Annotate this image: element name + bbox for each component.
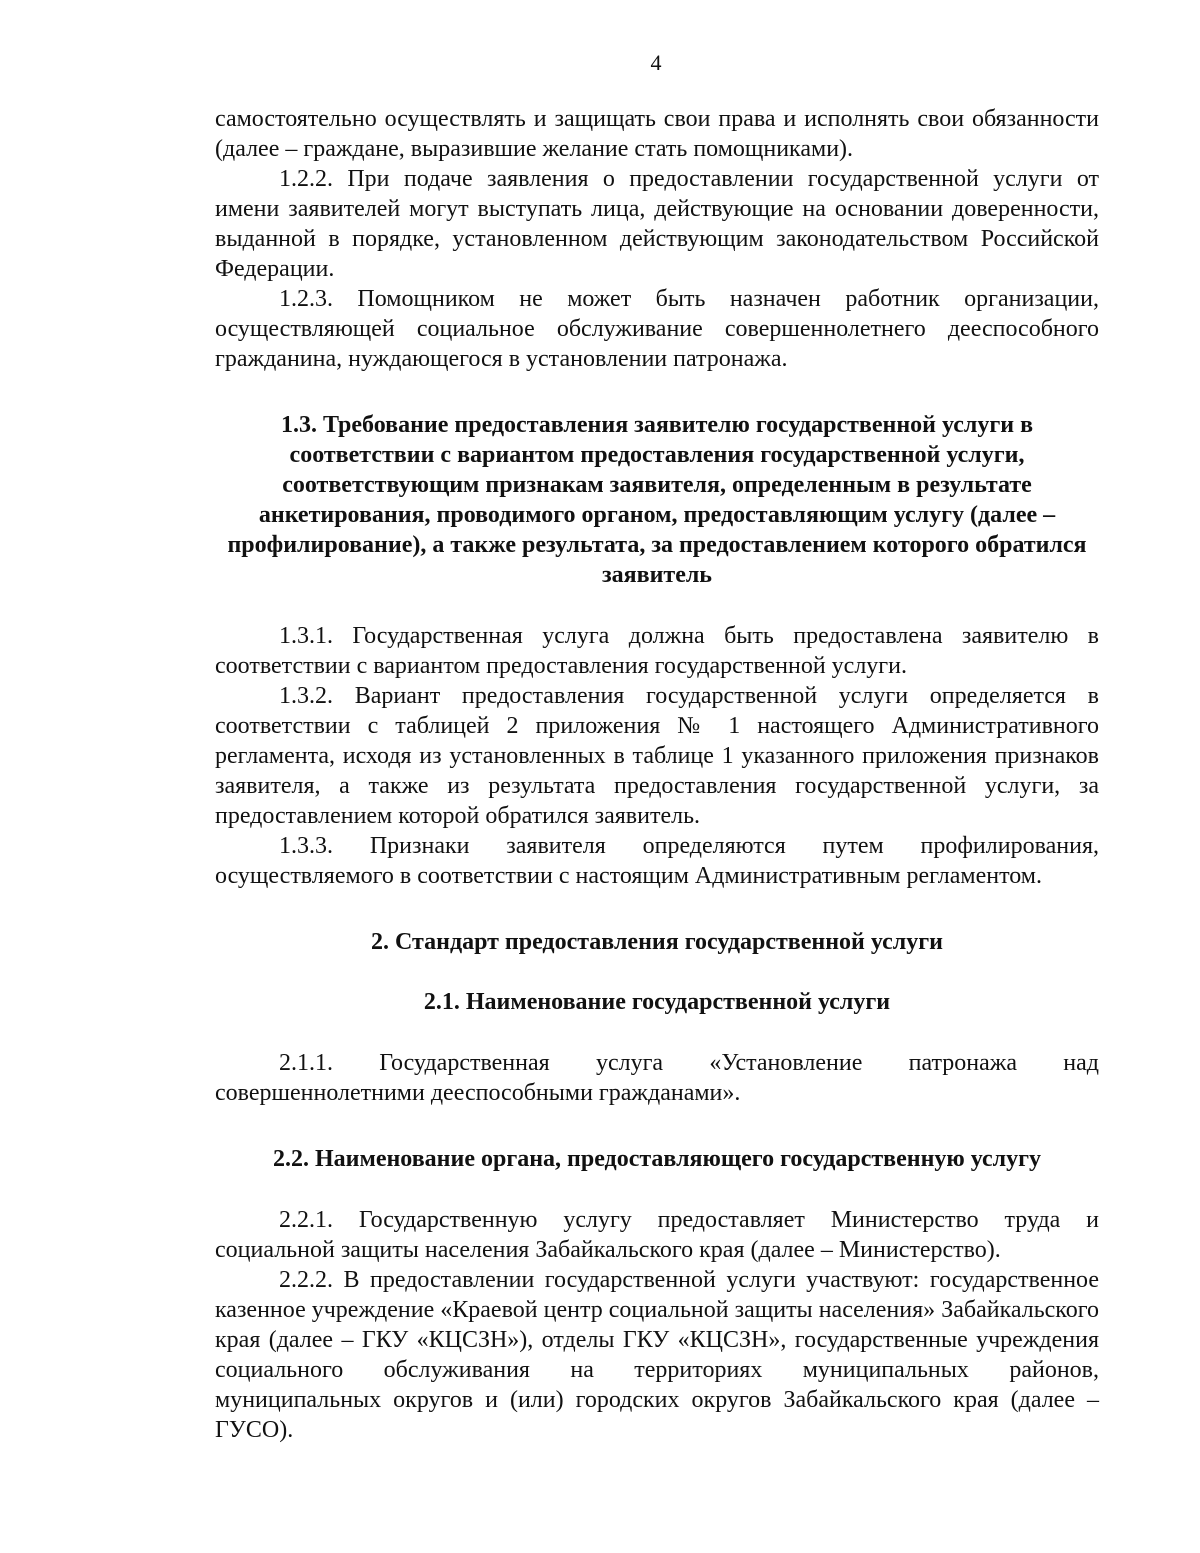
spacer	[215, 1108, 1099, 1144]
paragraph-1-3-1: 1.3.1. Государственная услуга должна быть предоставлена заявителю в соответствии с вариантом предоставления государственной услуги.	[215, 623, 1099, 679]
page-number: 4	[650, 50, 662, 75]
spacer	[215, 957, 1099, 987]
paragraph-1-2-2: 1.2.2. При подаче заявления о предоставлении государственной услуги от имени заявителей могут выступать лица, действующие на основании доверенности, выданной в порядке, установленном действующим законодательством Российской Федерации.	[215, 166, 1099, 282]
paragraph-1-3-2: 1.3.2. Вариант предоставления государственной услуги определяется в соответствии с таблицей 2 приложения № 1 настоящего Административного регламента, исходя из установленных в таблице 1 указанного приложения признаков заявителя, а также из результата предоставления государственной услуги, за предоставлением которой обратился заявитель.	[215, 683, 1099, 829]
section-2-heading: 2. Стандарт предоставления государственной услуги	[371, 929, 943, 955]
paragraph-1-2-1-continuation: самостоятельно осуществлять и защищать свои права и исполнять свои обязанности (далее – граждане, выразившие желание стать помощниками).	[215, 106, 1099, 162]
spacer	[215, 891, 1099, 927]
paragraph-1-3-3: 1.3.3. Признаки заявителя определяются путем профилирования, осуществляемого в соответствии с настоящим Административным регламентом.	[215, 833, 1099, 889]
spacer	[215, 1174, 1099, 1205]
spacer	[215, 374, 1099, 410]
document-body	[215, 104, 1099, 1445]
section-2-2-heading: 2.2. Наименование органа, предоставляющего государственную услугу	[272, 1146, 1042, 1172]
spacer	[215, 1017, 1099, 1048]
section-2-1-heading: 2.1. Наименование государственной услуги	[423, 989, 891, 1015]
paragraph-2-2-2: 2.2.2. В предоставлении государственной услуги участвуют: государственное казенное учреждение «Краевой центр социальной защиты населения» Забайкальского края (далее – ГКУ «КЦСЗН»), отделы ГКУ «КЦСЗН», государственные учреждения социального обслуживания на территориях муниципальных районов, муниципальных округов и (или) городских округов Забайкальского края (далее – ГУСО).	[215, 1267, 1099, 1443]
paragraph-2-1-1: 2.1.1. Государственная услуга «Установление патронажа над совершеннолетними дееспособными гражданами».	[215, 1050, 1099, 1106]
section-1-3-heading: 1.3. Требование предоставления заявителю государственной услуги в соответствии с вариантом предоставления государственной услуги, соответствующим признакам заявителя, определенным в результате анкетирования, проводимого органом, предоставляющим услугу (далее – профилирование), а также результата, за предоставлением которого обратился заявитель	[227, 412, 1087, 588]
spacer	[215, 590, 1099, 621]
paragraph-1-2-3: 1.2.3. Помощником не может быть назначен работник организации, осуществляющей социальное обслуживание совершеннолетнего дееспособного гражданина, нуждающегося в установлении патронажа.	[215, 286, 1099, 372]
paragraph-2-2-1: 2.2.1. Государственную услугу предоставляет Министерство труда и социальной защиты населения Забайкальского края (далее – Министерство).	[215, 1207, 1099, 1263]
